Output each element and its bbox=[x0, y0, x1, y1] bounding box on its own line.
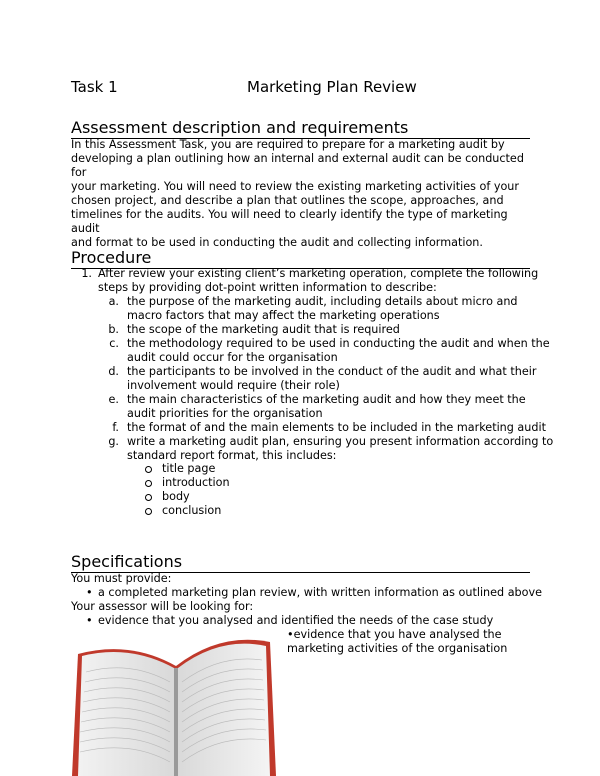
paragraph-line: and format to be used in conducting the audit and collecting information. bbox=[71, 236, 483, 249]
circle-bullet-icon bbox=[145, 494, 152, 501]
item-line: the participants to be involved in the conduct of the audit and what their bbox=[127, 365, 537, 378]
assessor-intro: Your assessor will be looking for: bbox=[71, 600, 254, 613]
item-marker: g. bbox=[108, 435, 119, 448]
item-line: the main characteristics of the marketing audit and how they meet the bbox=[127, 393, 526, 406]
bullet-icon: • bbox=[86, 614, 93, 627]
item-marker: d. bbox=[108, 365, 119, 378]
open-book-icon bbox=[70, 632, 280, 776]
item-line: the methodology required to be used in conducting the audit and when the bbox=[127, 337, 550, 350]
item-marker: c. bbox=[109, 337, 119, 350]
bullet-icon: • bbox=[86, 586, 93, 599]
assessor-item: evidence that you analysed and identified the needs of the case study bbox=[98, 614, 494, 627]
item-line: the purpose of the marketing audit, including details about micro and bbox=[127, 295, 518, 308]
item-line: involvement would require (their role) bbox=[127, 379, 340, 392]
circle-bullet-icon bbox=[145, 508, 152, 515]
paragraph-line: timelines for the audits. You will need to clearly identify the type of marketing audit bbox=[71, 208, 508, 235]
circle-bullet-icon bbox=[145, 466, 152, 473]
provide-intro: You must provide: bbox=[71, 572, 172, 585]
item-line: the scope of the marketing audit that is required bbox=[127, 323, 400, 336]
item-marker: a. bbox=[108, 295, 119, 308]
paragraph-line: In this Assessment Task, you are required to prepare for a marketing audit by bbox=[71, 138, 505, 151]
task-number: Task 1 bbox=[71, 78, 118, 96]
item-line: the format of and the main elements to be included in the marketing audit bbox=[127, 421, 546, 434]
circle-bullet-icon bbox=[145, 480, 152, 487]
sub-item: introduction bbox=[162, 476, 230, 489]
assessor-extra-line: •evidence that you have analysed the bbox=[287, 628, 502, 641]
procedure-heading: Procedure bbox=[71, 248, 530, 269]
item-line: audit priorities for the organisation bbox=[127, 407, 323, 420]
item-marker: e. bbox=[108, 393, 119, 406]
assessment-heading: Assessment description and requirements bbox=[71, 118, 530, 139]
sub-item: body bbox=[162, 490, 190, 503]
page-title: Marketing Plan Review bbox=[247, 78, 417, 96]
item-line: audit could occur for the organisation bbox=[127, 351, 338, 364]
specifications-heading: Specifications bbox=[71, 552, 530, 573]
paragraph-line: developing a plan outlining how an internal and external audit can be conducted for bbox=[71, 152, 524, 179]
assessment-description bbox=[71, 138, 531, 250]
item-line: macro factors that may affect the marketing operations bbox=[127, 309, 440, 322]
paragraph-line: chosen project, and describe a plan that outlines the scope, approaches, and bbox=[71, 194, 504, 207]
item-line: write a marketing audit plan, ensuring you present information according to bbox=[127, 435, 554, 448]
item-line: standard report format, this includes: bbox=[127, 449, 337, 462]
assessor-extra-line: marketing activities of the organisation bbox=[287, 642, 508, 655]
step-line: After review your existing client’s marketing operation, complete the following bbox=[98, 267, 539, 280]
sub-item: conclusion bbox=[162, 504, 222, 517]
item-marker: b. bbox=[108, 323, 119, 336]
provide-item: a completed marketing plan review, with written information as outlined above bbox=[98, 586, 542, 599]
item-marker: f. bbox=[112, 421, 119, 434]
step-number: 1. bbox=[81, 267, 92, 280]
sub-item: title page bbox=[162, 462, 216, 475]
step-line: steps by providing dot-point written information to describe: bbox=[98, 281, 437, 294]
paragraph-line: your marketing. You will need to review the existing marketing activities of your bbox=[71, 180, 519, 193]
